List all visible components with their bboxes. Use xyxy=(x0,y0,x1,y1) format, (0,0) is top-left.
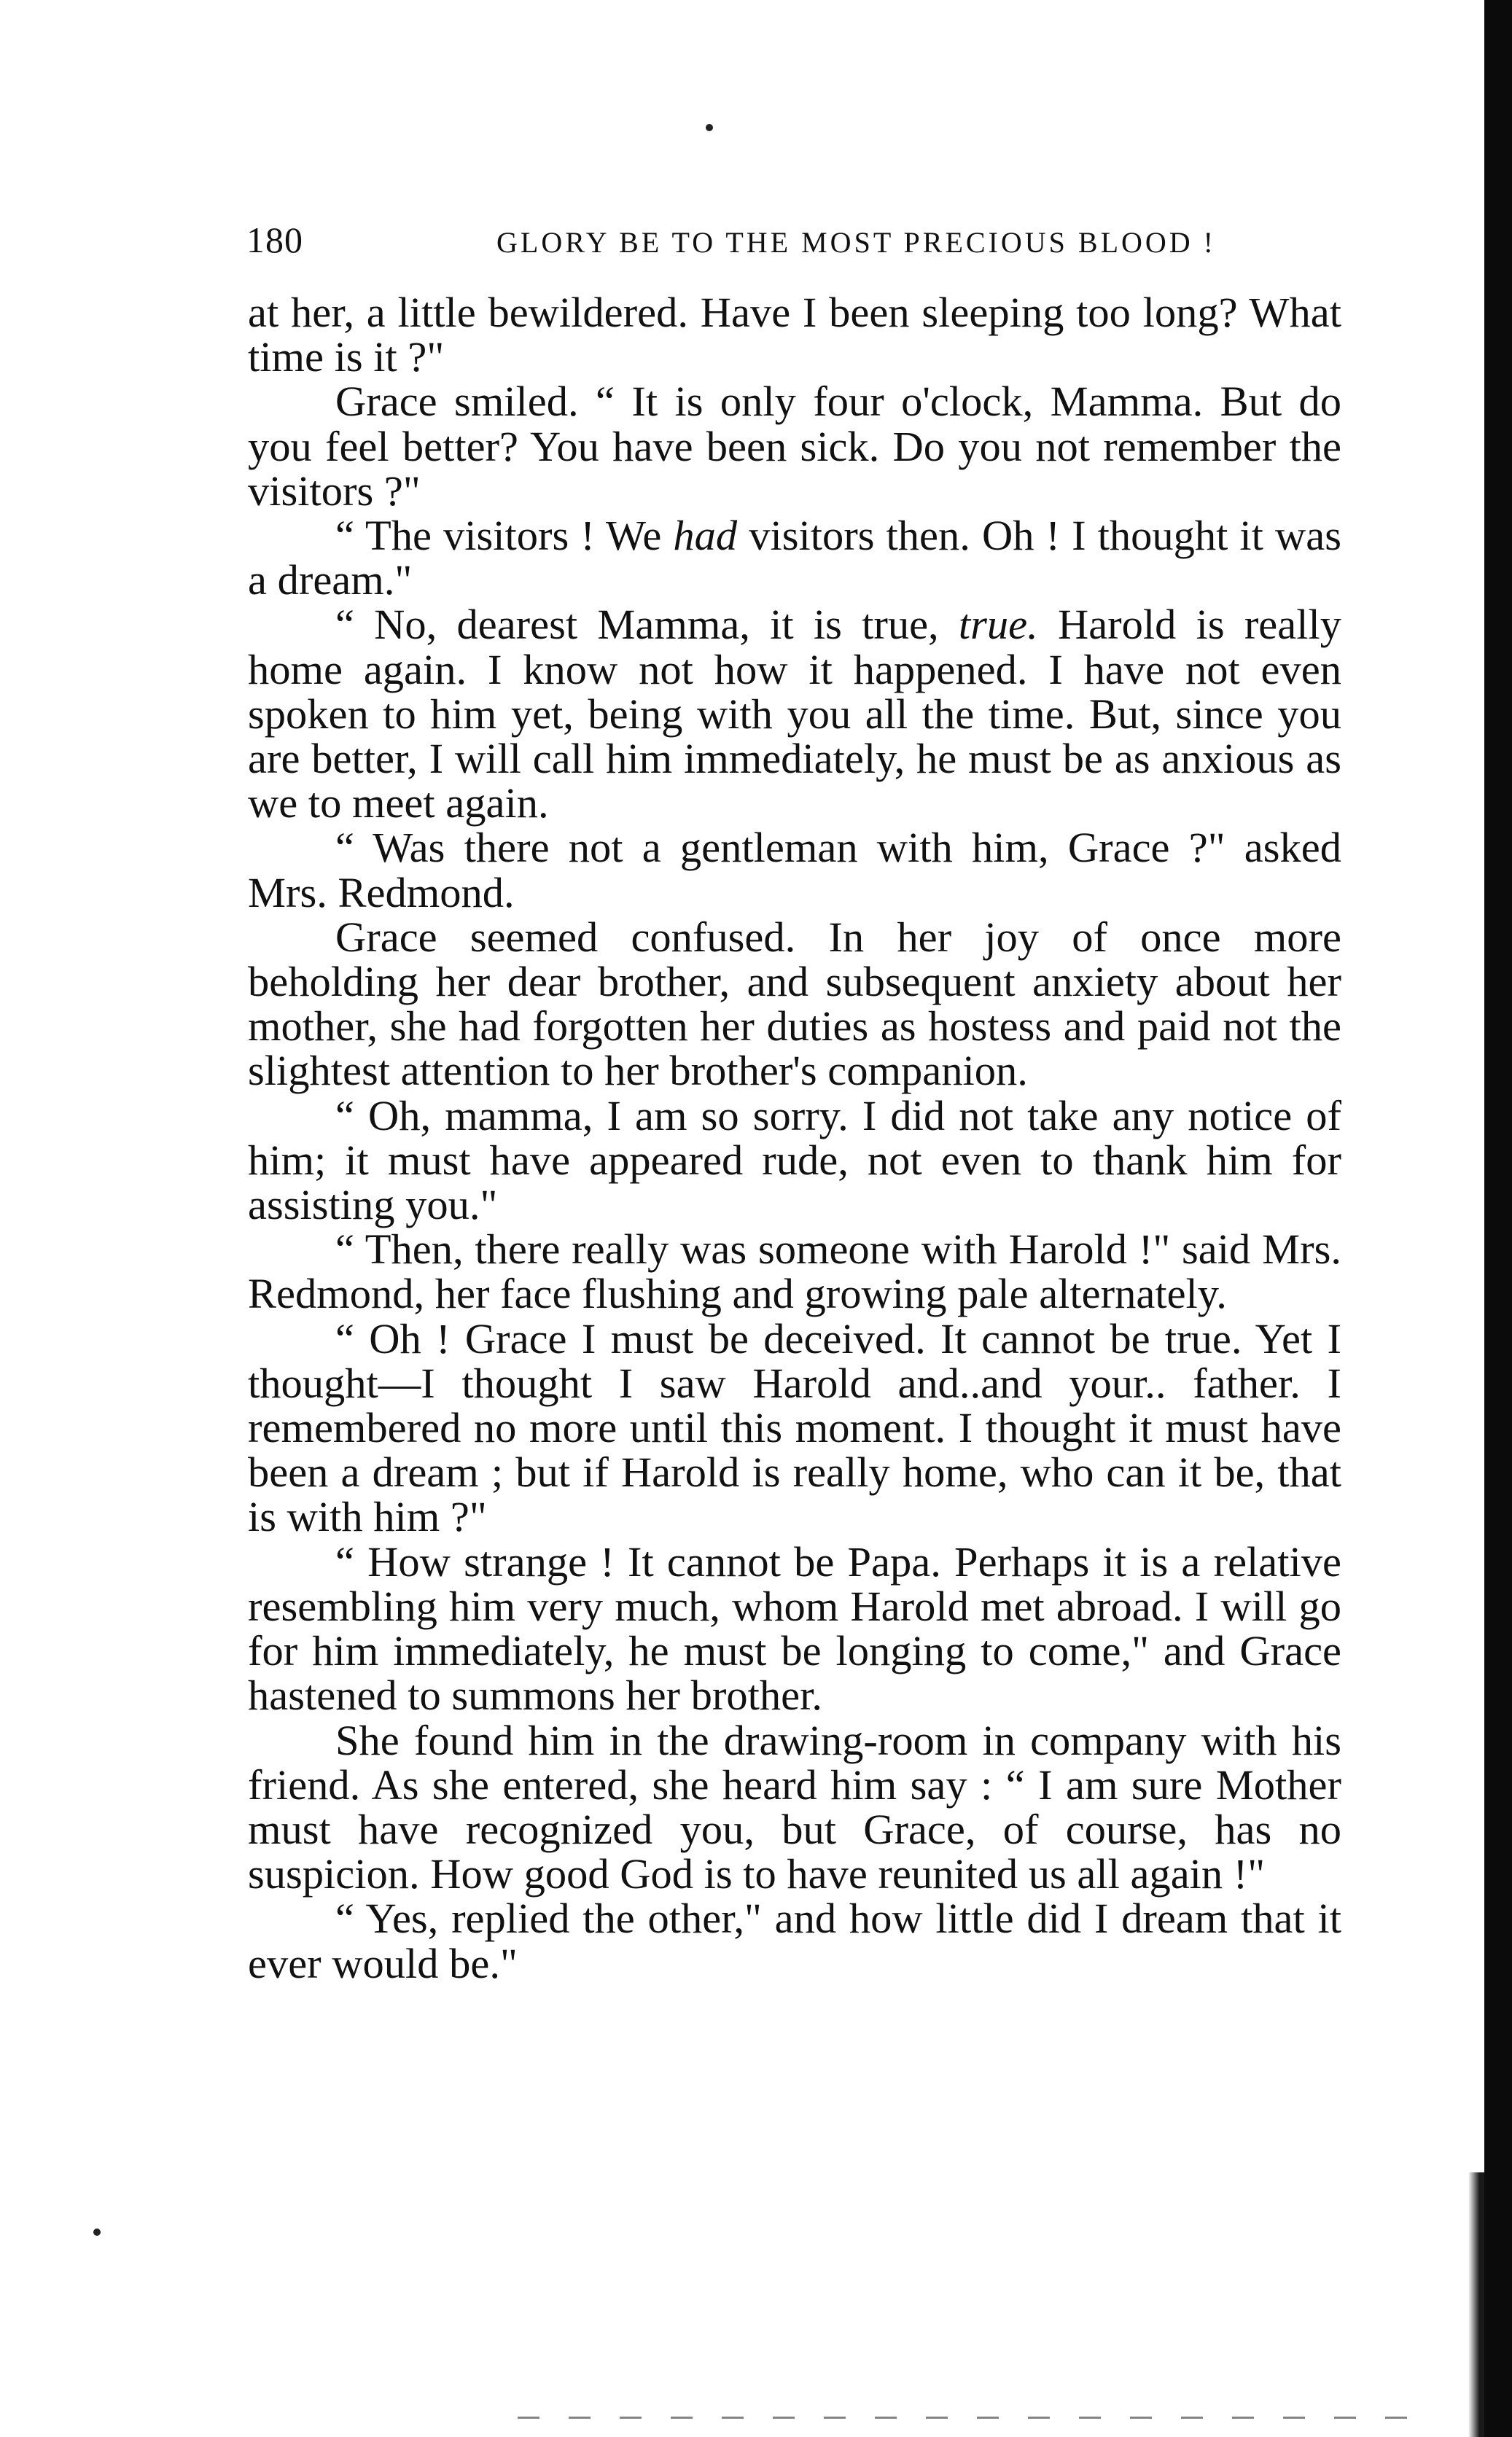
book-spine-shadow xyxy=(1484,0,1512,2437)
paragraph xyxy=(248,915,1341,1093)
text-run: “ How strange ! It cannot be Papa. Perhaps it is a relative resembling him very much, whom Harold met abroad. I will go for him immediately, he must be longing to come," and Grace hastened to summons her brother. xyxy=(248,1537,1341,1720)
paragraph xyxy=(248,1718,1341,1897)
paragraph xyxy=(248,513,1341,602)
italic-text: true. xyxy=(958,601,1038,649)
bottom-edge-marks xyxy=(518,2417,1429,2419)
text-run: She found him in the drawing-room in company with his friend. As she entered, she heard him say : “ I am sure Mother must have recognized you, but Grace, of course, has no suspicion. How good God is to have reunited us all again !" xyxy=(248,1716,1341,1898)
page-edge-shadow xyxy=(1468,2172,1484,2437)
running-header xyxy=(246,219,1216,261)
paragraph xyxy=(248,1537,1341,1720)
text-run: at her, a little bewildered. Have I been sleeping too long? What time is it ?" xyxy=(248,289,1341,381)
paragraph xyxy=(248,1227,1341,1316)
text-run: “ Was there not a gentleman with him, Grace ?" asked Mrs. Redmond. xyxy=(248,824,1341,916)
text-run: Grace smiled. “ It is only four o'clock, Mamma. But do you feel better? You have been sick. Do you not remember the visitors ?" xyxy=(248,378,1341,515)
text-run: “ Yes, replied the other," and how little did I dream that it ever would be." xyxy=(248,1895,1341,1987)
paragraph xyxy=(248,290,1341,379)
text-run: “ Oh, mamma, I am so sorry. I did not take any notice of him; it must have appeared rude, not even to thank him for assisting you." xyxy=(248,1091,1341,1229)
text-run: “ Oh ! Grace I must be deceived. It cannot be true. Yet I thought—I thought I saw Harold and..and your.. father. I remembered no more until this moment. I thought it must have been a dream ; but if Harold is really home, who can it be, that is with him ?" xyxy=(248,1314,1341,1541)
running-title: GLORY BE TO THE MOST PRECIOUS BLOOD ! xyxy=(496,226,1216,259)
text-run: Grace seemed confused. In her joy of once more beholding her dear brother, and subsequent anxiety about her mother, she had forgotten her duties as hostess and paid not the slightest attention to her brother's companion. xyxy=(248,913,1341,1095)
print-speck xyxy=(706,124,713,131)
paragraph xyxy=(248,602,1341,825)
body-text xyxy=(248,290,1341,1986)
text-run: “ The visitors ! We xyxy=(335,512,674,560)
italic-text: had xyxy=(673,512,738,560)
paragraph xyxy=(248,1896,1341,1985)
paragraph xyxy=(248,825,1341,914)
text-run: Harold is really home again. I know not how it happened. I have not even spoken to him yet, being with you all the time. But, since you are better, I will call him immediately, he must be as anxious as we to meet again. xyxy=(248,601,1341,827)
print-speck xyxy=(93,2229,101,2236)
page-number: 180 xyxy=(246,219,303,260)
text-run: visitors then. Oh ! I thought it was a dream." xyxy=(248,512,1341,604)
text-run: “ No, dearest Mamma, it is true, xyxy=(335,601,959,649)
paragraph xyxy=(248,1093,1341,1228)
text-run: “ Then, there really was someone with Harold !" said Mrs. Redmond, her face flushing and growing pale alternately. xyxy=(248,1225,1341,1318)
paragraph xyxy=(248,379,1341,513)
paragraph xyxy=(248,1314,1341,1541)
